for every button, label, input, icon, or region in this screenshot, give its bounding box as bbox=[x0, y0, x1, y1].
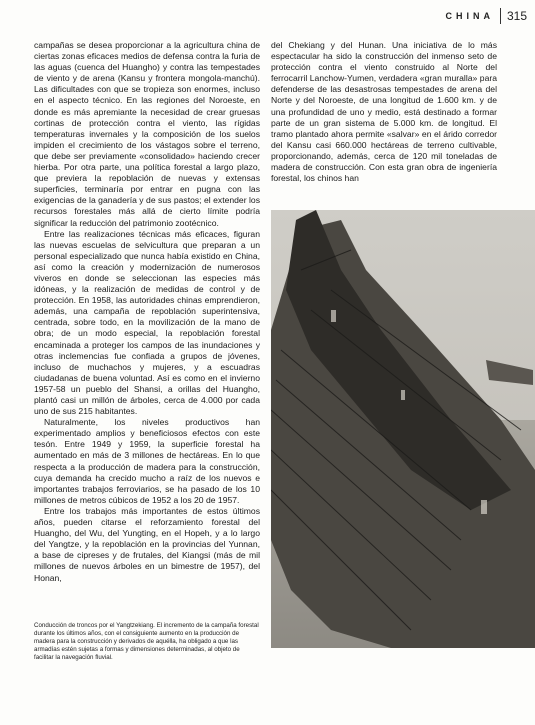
paragraph: del Chekiang y del Hunan. Una iniciativa de lo más espectacular ha sido la construcción del inmenso seto de protección contra el viento construido al Norte del ferrocarril Lanchow-Yumen, verdadera «gran muralla» para defenderse de las desastrosas tempestades de arena del Norte y del Noroeste, de una longitud de 1.600 km. y de una profundidad de uno y medio, está destinado a formar parte de un gran sistema de 5.000 km. de longitud. El tramo plantado ahora permite «salvar» en el árido corredor del Kansu casi 660.000 hectáreas de terreno cultivable, proporcionando, además, cerca de 120 mil toneladas de madera de construcción. Con esta gran obra de ingeniería forestal, los chinos han bbox=[271, 40, 497, 184]
log-raft-illustration bbox=[271, 210, 535, 648]
left-column bbox=[34, 40, 260, 584]
paragraph: Entre los trabajos más importantes de estos últimos años, pueden citarse el reforzamiento forestal del Huangho, del Wu, del Yungting, en el Hopeh, y a lo largo del Yangtze, y la repoblación en la provincias del Yunnan, a base de cipreses y de frutales, del Kiangsi (más de mil millones de nuevos árboles en un bimestre de 1957), del Honan, bbox=[34, 505, 260, 583]
log-raft-photo bbox=[271, 210, 535, 648]
paragraph: Entre las realizaciones técnicas más eficaces, figuran las nuevas escuelas de selvicultura que preparan a un personal especializado que nunca había existido en China, así como la creación y modernización de numerosos viveros en donde se seleccionan las especies más idóneas, y la realización de medidas de control y de protección. En 1958, las autoridades chinas emprendieron, además, una campaña de repoblación superintensiva, centrada, sobre todo, en la movilización de la mano de obra; de un modo especial, la repoblación forestal encaminada a proteger los campos de las inundaciones y otras inclemencias fue confiada a grupos de jóvenes, incluso de muchachos y mujeres, y a escuadras ciudadanas de buena voluntad. Así es como en el invierno 1957-58 un pueblo del Shansi, a orillas del Huangho, plantó casi un millón de árboles, cerca de 4.000 por cada uno de sus 215 habitantes. bbox=[34, 228, 260, 417]
page-header bbox=[445, 8, 527, 24]
section-label: CHINA bbox=[445, 11, 494, 21]
photo-caption: Conducción de troncos por el Yangtzekiang. El incremento de la campaña forestal durante los últimos años, con el consiguiente aumento en la producción de madera para la construcción y derivados de aquélla, ha obligado a que las armadías estén sujetas a formas y dimensiones determinadas, al objeto de facilitar la navegación fluvial. bbox=[34, 622, 259, 661]
header-divider bbox=[500, 8, 501, 24]
right-column bbox=[271, 40, 497, 184]
paragraph: campañas se desea proporcionar a la agricultura china de ciertas zonas eficaces medios de defensa contra la furia de las aguas (cuenca del Huangho) y contra las tempestades de viento y de arena (Kansu y frontera mongola-manchú). Las dificultades con que se tropieza son enormes, incluso en el aspecto técnico. En las regiones del Noroeste, en donde es más apremiante la necesidad de crear gruesas cortinas de protección contra el viento, las rígidas temperaturas invernales y la composición de los suelos impiden el crecimiento de los vástagos sobre el terreno, que debe ser previamente «consolidado» haciendo crecer hierba. Por otra parte, una política forestal a largo plazo, que previera la repoblación de nuevas y extensas superficies, terminaría por entrar en pugna con las exigencias de la ganadería y de sus pastos; el extender los recursos forestales más allá de cierto límite podría significar la reducción del patrimonio zootécnico. bbox=[34, 40, 260, 228]
paragraph: Naturalmente, los niveles productivos han experimentado amplios y beneficiosos efectos con este tesón. Entre 1949 y 1959, la superficie forestal ha aumentado en más de 3 millones de hectáreas. En lo que respecta a la producción de madera para la construcción, cuya demanda ha crecido mucho a raíz de los nuevos e importantes trabajos ferroviarios, se ha pasado de los 10 millones de metros cúbicos de 1952 a los 20 de 1957. bbox=[34, 417, 260, 505]
page-number: 315 bbox=[506, 9, 527, 23]
